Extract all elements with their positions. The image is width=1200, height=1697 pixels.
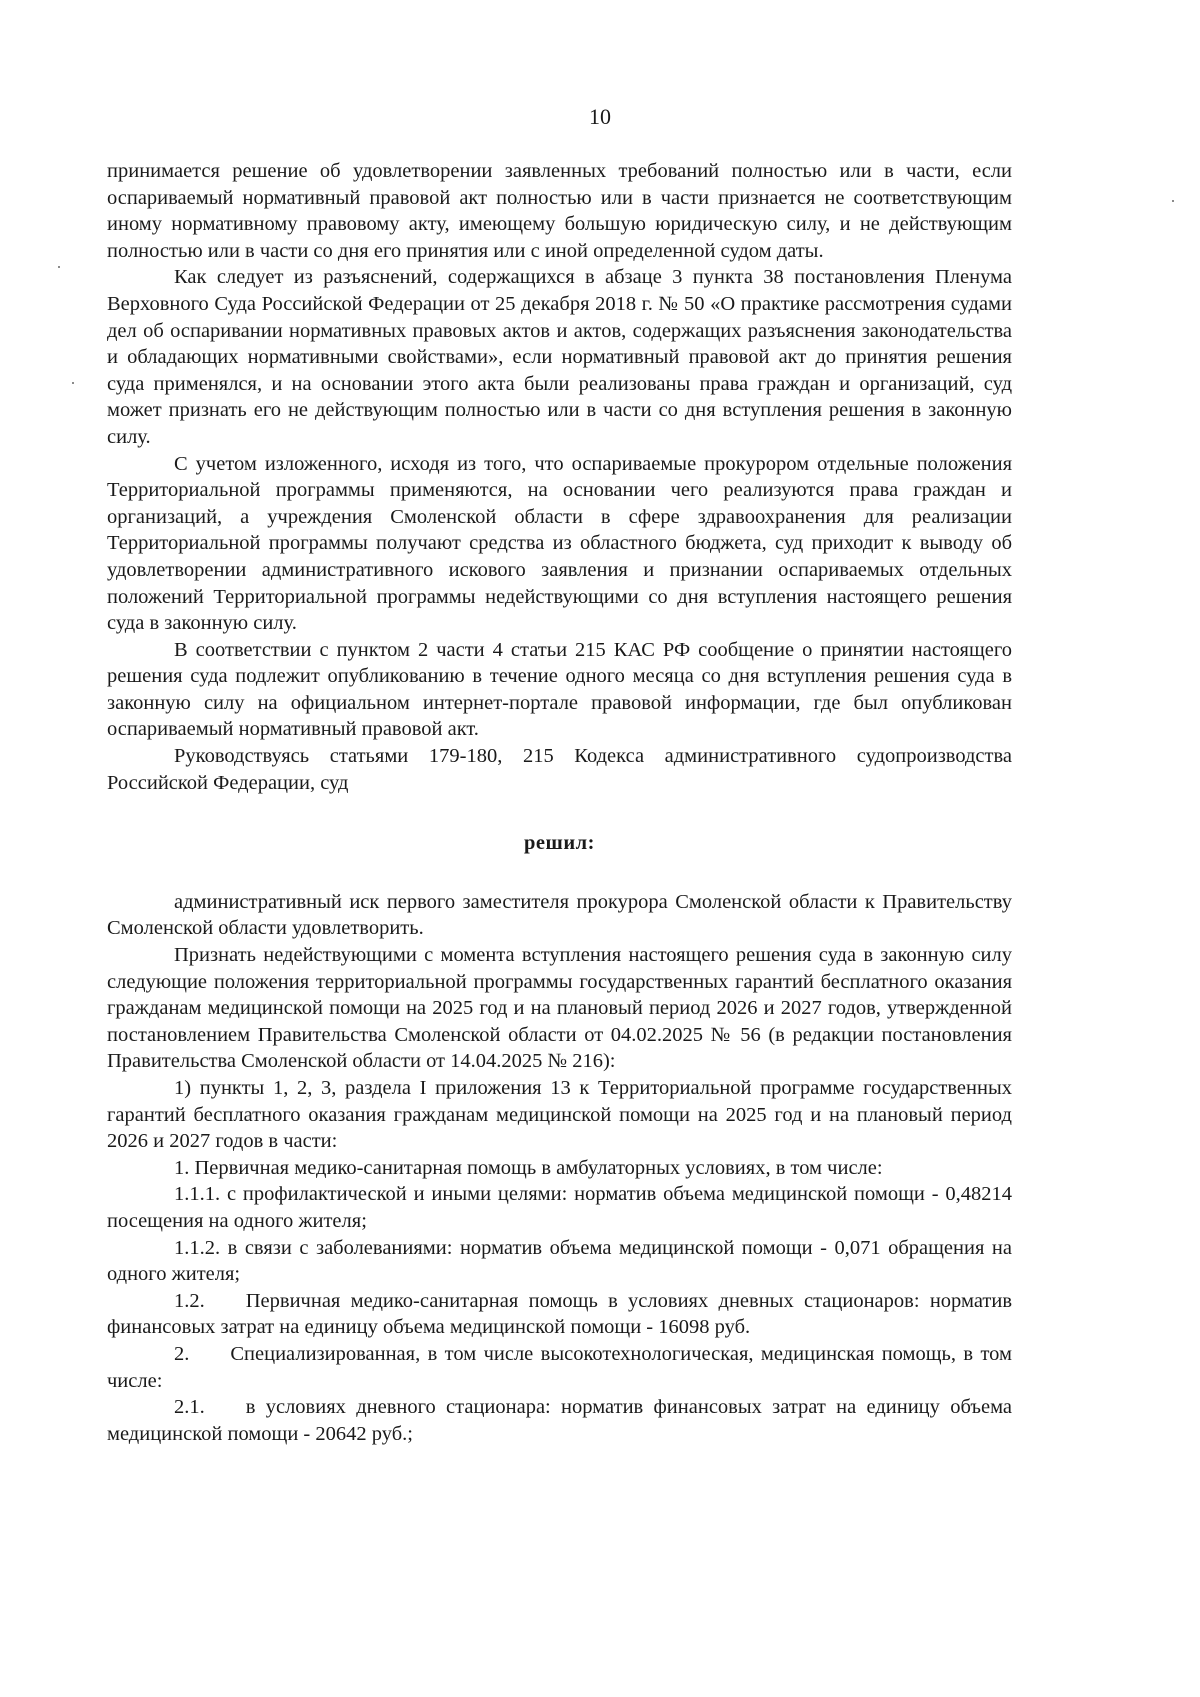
- scan-speck: [72, 382, 74, 384]
- decision-item: 1.2. Первичная медико-санитарная помощь в условиях дневных стационаров: норматив финансовых затрат на единицу объема медицинской помощи - 16098 руб.: [107, 1289, 1012, 1339]
- paragraph: Как следует из разъяснений, содержащихся в абзаце 3 пункта 38 постановления Пленума Верховного Суда Российской Федерации от 25 декабря 2018 г. № 50 «О практике рассмотрения судами дел об оспаривании нормативных правовых актов и актов, содержащих разъяснения законодательства и обладающих нормативными свойствами», если нормативный правовой акт до принятия решения суда применялся, и на основании этого акта были реализованы права граждан и организаций, суд может признать его не действующим полностью или в части со дня вступления решения в законную силу.: [107, 266, 1012, 448]
- decision-paragraph: административный иск первого заместителя прокурора Смоленской области к Правительству Смоленской области удовлетворить.: [107, 890, 1012, 940]
- decision-item: 1.1.1. с профилактической и иными целями: норматив объема медицинской помощи - 0,48214 посещения на одного жителя;: [107, 1183, 1012, 1232]
- scan-speck: [58, 266, 60, 268]
- paragraph: принимается решение об удовлетворении заявленных требований полностью или в части, если оспариваемый нормативный правовой акт полностью или в части признается не соответствующим иному нормативному правовому акту, имеющему большую юридическую силу, и не действующим полностью или в части со дня его принятия или с иной определенной судом даты.: [107, 160, 1012, 262]
- decision-item: 1.1.2. в связи с заболеваниями: норматив объема медицинской помощи - 0,071 обращения на одного жителя;: [107, 1236, 1012, 1286]
- scan-speck: [1172, 200, 1174, 202]
- decision-heading: решил:: [524, 832, 595, 855]
- decision-item: 2. Специализированная, в том числе высокотехнологическая, медицинская помощь, в том числе:: [107, 1342, 1012, 1392]
- page-number: 10: [589, 104, 611, 129]
- paragraph: В соответствии с пунктом 2 части 4 статьи 215 КАС РФ сообщение о принятии настоящего решения суда подлежит опубликованию в течение одного месяца со дня вступления решения суда в законную силу на официальном интернет-портале правовой информации, где был опубликован оспариваемый нормативный правовой акт.: [107, 638, 1012, 741]
- paragraph: С учетом изложенного, исходя из того, что оспариваемые прокурором отдельные положения Территориальной программы применяются, на основании чего реализуются права граждан и организаций, а учреждения Смоленской области в сфере здравоохранения для реализации Территориальной программы получают средства из областного бюджета, суд приходит к выводу об удовлетворении административного искового заявления и признании оспариваемых отдельных положений Территориальной программы недействующими со дня вступления настоящего решения суда в законную силу.: [107, 452, 1012, 635]
- decision-paragraph: Признать недействующими с момента вступления настоящего решения суда в законную силу следующие положения территориальной программы государственных гарантий бесплатного оказания гражданам медицинской помощи на 2025 год и на плановый период 2026 и 2027 годов, утвержденной постановлением Правительства Смоленской области от 04.02.2025 № 56 (в редакции постановления Правительства Смоленской области от 14.04.2025 № 216):: [107, 944, 1012, 1073]
- document-body: [107, 158, 1012, 1447]
- paragraph: Руководствуясь статьями 179-180, 215 Кодекса административного судопроизводства Российской Федерации, суд: [107, 745, 1012, 794]
- decision-item: 2.1. в условиях дневного стационара: норматив финансовых затрат на единицу объема медицинской помощи - 20642 руб.;: [107, 1396, 1012, 1445]
- decision-paragraph: 1) пункты 1, 2, 3, раздела I приложения 13 к Территориальной программе государственных гарантий бесплатного оказания гражданам медицинской помощи на 2025 год и на плановый период 2026 и 2027 годов в части:: [107, 1077, 1012, 1153]
- decision-item: 1. Первичная медико-санитарная помощь в амбулаторных условиях, в том числе:: [174, 1156, 883, 1179]
